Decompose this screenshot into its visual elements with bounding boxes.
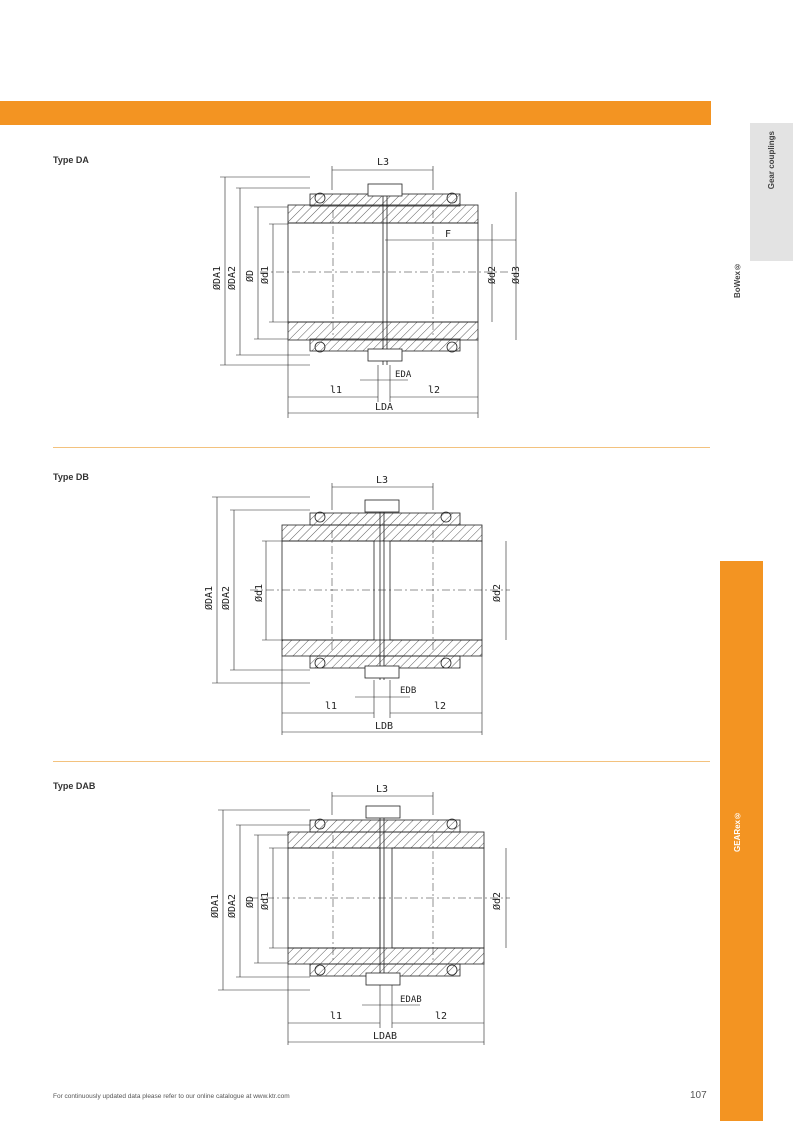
drawing-type-dab [190,780,530,1050]
dim-da1-dab: ØDA1 [210,893,221,918]
dim-da1-db: ØDA1 [204,585,215,610]
dim-l-da: LDA [375,402,394,413]
side-tab-bowex-label: BoWex® [733,262,742,298]
header-accent-band [0,101,711,125]
dim-da2-db: ØDA2 [221,585,232,610]
dim-d2-da: Ød2 [487,265,498,284]
dim-da1-da: ØDA1 [212,265,223,290]
dim-e-db: EDB [400,686,417,696]
dim-l1-da: l1 [330,385,343,396]
dim-l3-db: L3 [376,475,389,486]
drawing-type-db [190,470,530,740]
dim-da2-dab: ØDA2 [227,893,238,918]
side-tab-gear-couplings[interactable] [750,123,793,261]
side-tab-gearex[interactable] [720,561,763,1121]
dim-l2-dab: l2 [435,1011,448,1022]
dim-d2-dab: Ød2 [492,891,503,910]
dim-da2-da: ØDA2 [227,265,238,290]
dim-l-db: LDB [375,721,394,732]
dim-l1-db: l1 [325,701,338,712]
dim-l2-db: l2 [434,701,447,712]
footer-note: For continuously updated data please refer to our online catalogue at www.ktr.com [53,1093,290,1100]
section-title-type-dab: Type DAB [53,781,96,791]
section-divider [53,447,710,448]
dim-d-dab: ØD [245,895,256,908]
section-title-type-da: Type DA [53,155,89,165]
dim-d-da: ØD [245,269,256,282]
dim-d2-db: Ød2 [492,583,503,602]
dim-e-da: EDA [395,370,412,380]
side-tab-gear-couplings-label: Gear couplings [766,131,776,190]
section-title-type-db: Type DB [53,472,89,482]
dim-l-dab: LDAB [373,1031,398,1042]
section-divider [53,761,710,762]
dim-l3-dab: L3 [376,784,389,795]
page-number: 107 [690,1090,707,1101]
dim-d1-db: Ød1 [254,583,265,602]
dim-l1-dab: l1 [330,1011,343,1022]
side-tab-gearex-label: GEARex® [733,811,742,853]
dim-e-dab: EDAB [400,995,422,1005]
side-tab-bowex[interactable] [728,262,748,322]
dim-d1-dab: Ød1 [260,891,271,910]
drawing-type-da [190,150,530,425]
dim-d1-da: Ød1 [260,265,271,284]
dim-l3-da: L3 [377,157,390,168]
dim-d3-da: Ød3 [511,265,522,284]
dim-l2-da: l2 [428,385,441,396]
dim-f-da: F [445,229,452,240]
